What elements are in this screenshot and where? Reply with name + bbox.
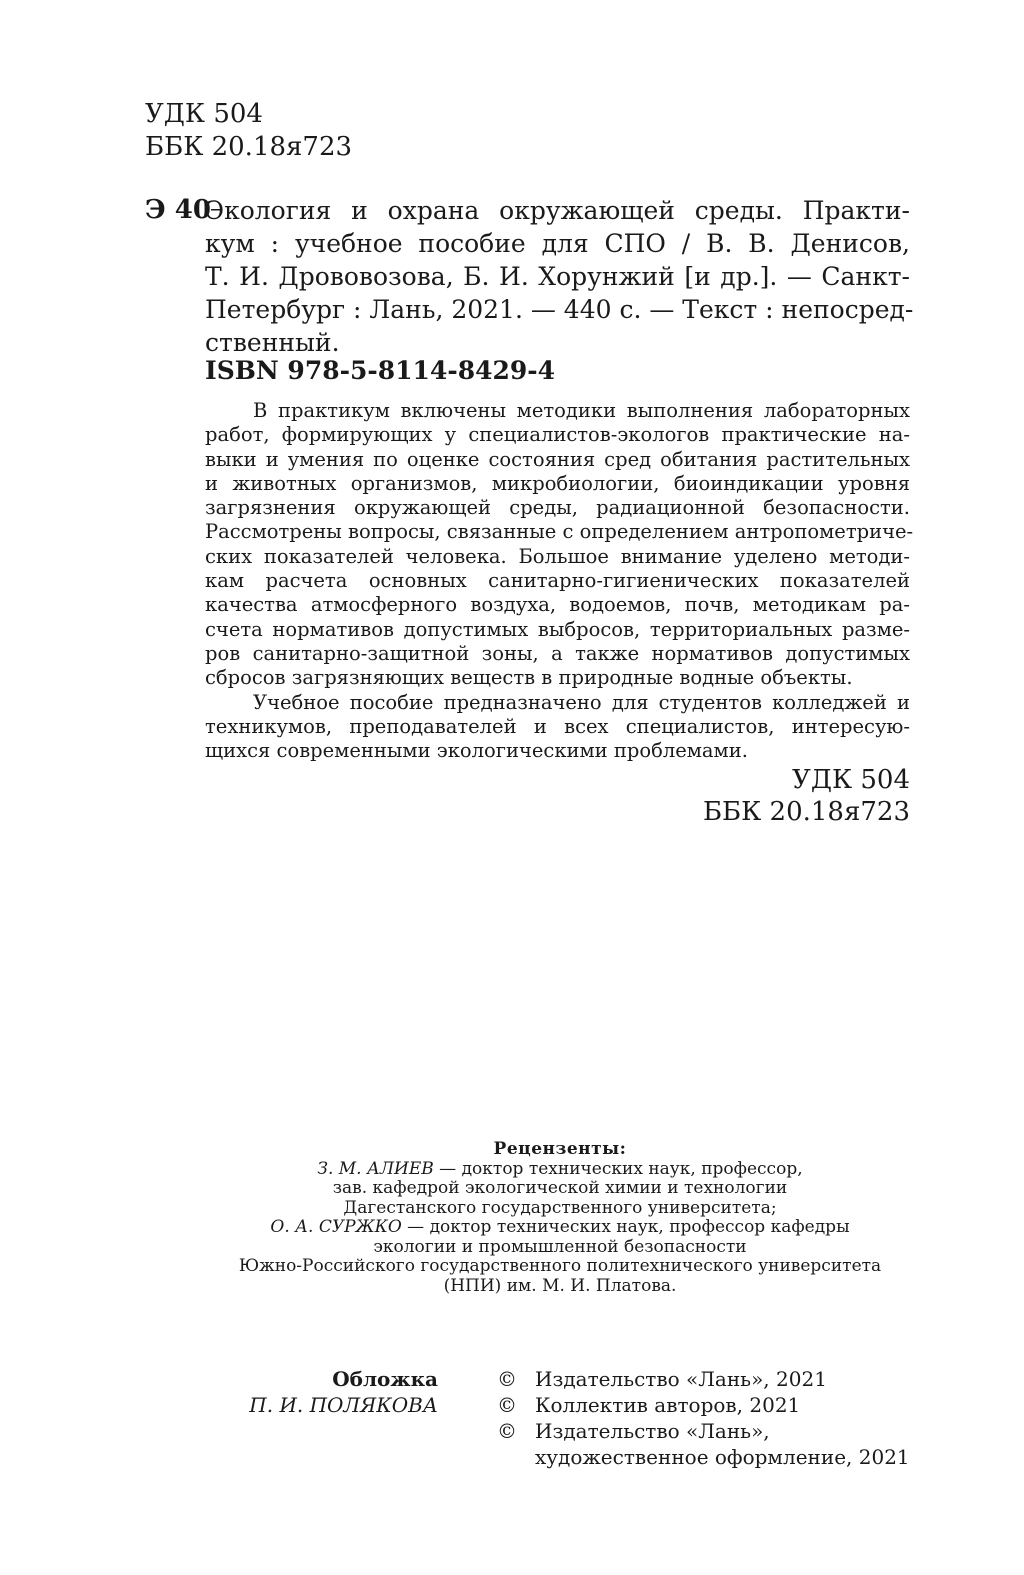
cover-credit (249, 1366, 438, 1418)
abstract-line: загрязнения окружающей среды, радиационной безопасности. (205, 496, 910, 520)
reviewer-2-name: О. А. СУРЖКО (270, 1217, 402, 1237)
bbk-header: ББК 20.18я723 (145, 132, 353, 162)
reviewer-2-role: — доктор технических наук, профессор кафедры (401, 1217, 850, 1237)
bibliographic-description (205, 194, 914, 359)
reviewer-1-line (200, 1160, 920, 1180)
abstract-line: Учебное пособие предназначено для студентов колледжей и (253, 690, 910, 714)
copyright-text: Издательство «Лань», (535, 1419, 770, 1443)
abstract-line: сбросов загрязняющих веществ в природные водные объекты. (205, 666, 853, 690)
reviewer-1-line: Дагестанского государственного университета; (343, 1197, 777, 1218)
reviewer-1-line: зав. кафедрой экологической химии и технологии (332, 1178, 788, 1198)
reviewers-title: Рецензенты: (493, 1139, 627, 1159)
biblio-line: Экология и охрана окружающей среды. Практи- (205, 196, 910, 225)
copyright-text: Коллектив авторов, 2021 (535, 1393, 801, 1417)
abstract-line: ских показателей человека. Большое внимание уделено методи- (205, 544, 910, 568)
biblio-line: ственный. (205, 328, 340, 357)
reviewer-2-line: экологии и промышленной безопасности (373, 1236, 747, 1257)
reviewer-2-line: Южно-Российского государственного политехнического университета (238, 1256, 882, 1276)
cover-artist: П. И. ПОЛЯКОВА (249, 1393, 438, 1417)
abstract (205, 399, 914, 763)
abstract-line: ров санитарно-защитной зоны, а также нормативов допустимых (205, 641, 910, 665)
abstract-line: В практикум включены методики выполнения лабораторных (253, 399, 910, 422)
reviewer-1-name: З. М. АЛИЕВ (317, 1158, 434, 1179)
copyright-line (497, 1392, 910, 1418)
reviewers-block (200, 1140, 920, 1296)
copyright-icon: © (497, 1393, 517, 1417)
abstract-line: Рассмотрены вопросы, связанные с определением антропометриче- (205, 520, 914, 544)
udk-header: УДК 504 (145, 99, 263, 129)
reviewer-1-role: — доктор технических наук, профессор, (433, 1158, 803, 1179)
abstract-line: и животных организмов, микробиологии, биоиндикации уровня (205, 471, 910, 495)
abstract-line: техникумов, преподавателей и всех специалистов, интересую- (205, 714, 910, 738)
biblio-line: Петербург : Лань, 2021. — 440 с. — Текст : непосред- (205, 295, 914, 324)
copyright-text: Издательство «Лань», 2021 (535, 1367, 827, 1391)
author-mark: Э 40 (145, 195, 211, 225)
copyright-icon: © (497, 1419, 517, 1443)
cover-title: Обложка (332, 1367, 438, 1391)
copyright-line (497, 1418, 910, 1444)
copyright-line (497, 1366, 910, 1392)
reviewer-2-line: (НПИ) им. М. И. Платова. (443, 1275, 677, 1296)
abstract-line: щихся современными экологическими проблемами. (205, 739, 748, 763)
copyright-icon: © (497, 1367, 517, 1391)
abstract-line: кам расчета основных санитарно-гигиенических показателей (205, 569, 910, 593)
isbn: ISBN 978-5-8114-8429-4 (205, 356, 556, 385)
abstract-line: счета нормативов допустимых выбросов, территориальных разме- (205, 617, 910, 641)
bbk-footer: ББК 20.18я723 (702, 797, 910, 827)
copyright-block (497, 1366, 910, 1470)
biblio-line: Т. И. Дрововозова, Б. И. Хорунжий [и др.]. — Санкт- (205, 262, 910, 291)
abstract-line: выки и умения по оценке состояния сред обитания растительных (205, 447, 910, 471)
abstract-line: работ, формирующих у специалистов-экологов практические на- (205, 423, 910, 447)
copyright-continuation: художественное оформление, 2021 (535, 1445, 910, 1469)
reviewer-2-line (200, 1218, 920, 1238)
abstract-line: качества атмосферного воздуха, водоемов, почв, методикам ра- (205, 593, 910, 617)
biblio-line: кум : учебное пособие для СПО / В. В. Денисов, (205, 229, 910, 258)
udk-footer: УДК 504 (792, 765, 910, 795)
